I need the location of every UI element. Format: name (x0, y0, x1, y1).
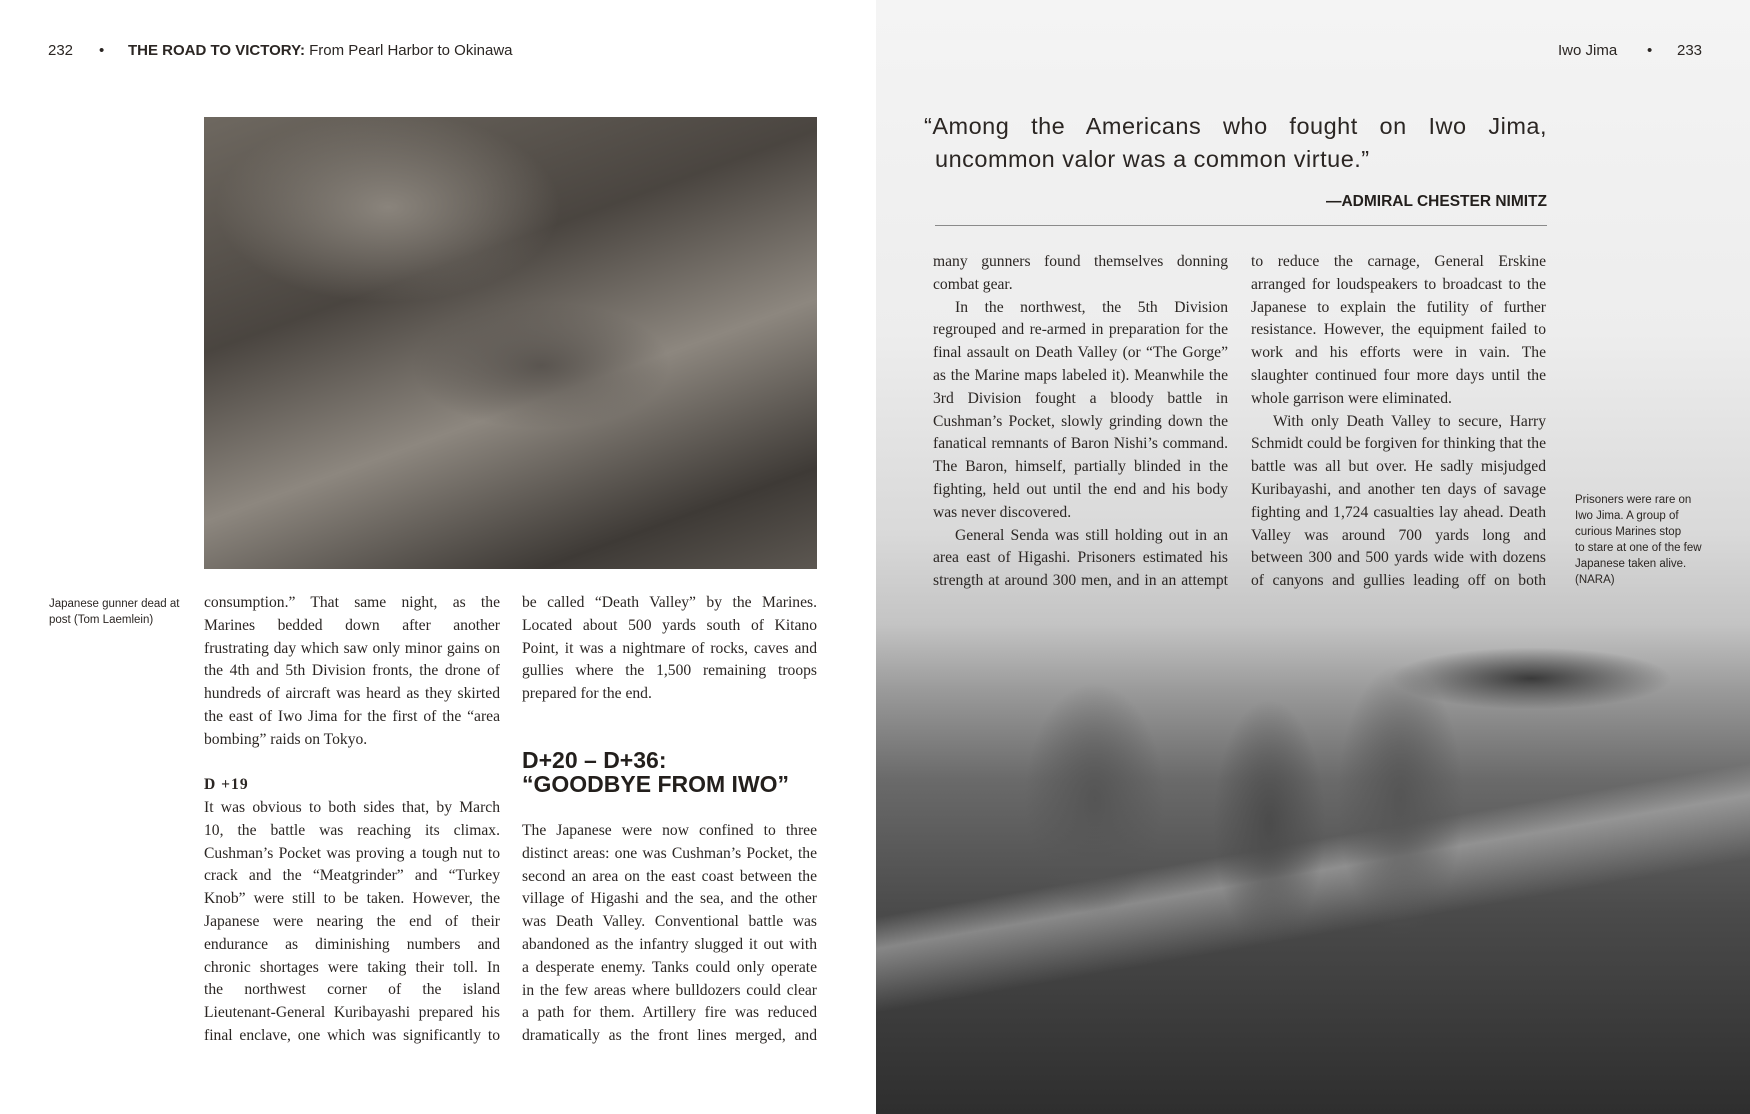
text-line: resistance. However, the equipment failed to (1251, 321, 1546, 339)
heading-line: “GOODBYE FROM IWO” (522, 771, 790, 797)
text-line: regrouped and re-armed in preparation for the (933, 321, 1228, 339)
running-head-left (128, 42, 513, 59)
caption-line: Japanese taken alive. (1575, 558, 1687, 570)
text-line: second an area on the east coast between the (522, 867, 817, 885)
text-line: was Death Valley. Conventional battle was (522, 913, 817, 931)
body-column-1b (204, 797, 500, 1048)
text-line: The Japanese were now confined to three (522, 822, 817, 839)
text-line: combat gear. (933, 275, 1013, 293)
caption-line: post (Tom Laemlein) (49, 614, 154, 626)
text-line: gullies where the 1,500 remaining troops (522, 662, 817, 680)
text-line: a desperate enemy. Tanks could only operate (522, 958, 817, 976)
text-line: Marines bedded down after another (204, 616, 500, 634)
text-line: a path for them. Artillery fire was reduced (522, 1004, 817, 1022)
quote-divider (935, 225, 1547, 226)
text-line: chronic shortages were taking their toll. In (204, 958, 500, 976)
text-line: many gunners found themselves donning (933, 253, 1228, 270)
text-line: fighting, held out until the end and his body (933, 480, 1228, 498)
text-line: Kuribayashi, and another ten days of savage (1251, 480, 1546, 498)
text-line: the northwest corner of the island (204, 981, 500, 999)
text-line: Knob” were still to be taken. However, the (204, 890, 500, 908)
quote-attribution: —ADMIRAL CHESTER NIMITZ (1325, 193, 1547, 210)
text-line: in the few areas where bulldozers could clear (522, 981, 817, 999)
text-line: slaughter continued four more days until the (1251, 366, 1546, 384)
photo-caption-right (1575, 492, 1725, 588)
book-title: THE ROAD TO VICTORY: (128, 42, 305, 59)
text-line: the east of Iwo Jima for the first of the “area (204, 707, 500, 725)
photo-marines-prisoner (876, 630, 1750, 1114)
photo-japanese-gunner (204, 117, 817, 569)
text-line: Point, it was a nightmare of rocks, caves and (522, 639, 817, 657)
section-heading (522, 748, 789, 796)
running-head-right: Iwo Jima (1558, 42, 1618, 59)
text-line: abandoned as the infantry slugged it out with (522, 935, 817, 953)
text-line: bombing” raids on Tokyo. (204, 730, 368, 748)
text-line: crack and the “Meatgrinder” and “Turkey (204, 867, 500, 885)
text-line: area east of Higashi. Prisoners estimated his (933, 549, 1228, 567)
text-line: battle was all but over. He sadly misjudged (1251, 458, 1546, 476)
text-line: hundreds of aircraft was heard as they skirted (204, 685, 500, 703)
text-line: the 4th and 5th Division fronts, the drone of (204, 662, 500, 680)
text-line: prepared for the end. (522, 685, 652, 703)
text-line: village of Higashi and the sea, and the other (522, 890, 817, 908)
text-line: It was obvious to both sides that, by March (204, 799, 500, 816)
caption-line: curious Marines stop (1575, 526, 1682, 538)
text-line: 3rd Division fought a bloody battle in (933, 389, 1228, 407)
text-line: distinct areas: one was Cushman’s Pocket, the (522, 844, 817, 862)
text-line: work and his efforts were in vain. The (1251, 344, 1546, 362)
text-line: of canyons and gullies leading off on both (1251, 572, 1546, 590)
quote-line: “Among the Americans who fought on Iwo Jima, (924, 113, 1547, 139)
caption-line: Japanese gunner dead at (49, 598, 180, 610)
body-column-2 (522, 592, 817, 706)
text-line: fighting and 1,724 casualties lay ahead. Death (1251, 503, 1546, 521)
text-line: In the northwest, the 5th Division (955, 298, 1228, 316)
text-line: Schmidt could be forgiven for thinking that the (1251, 435, 1546, 453)
caption-line: Iwo Jima. A group of (1575, 510, 1679, 522)
text-line: 10, the battle was reaching its climax. (204, 821, 500, 839)
text-line: dramatically as the front lines merged, and (522, 1027, 817, 1045)
text-line: fanatical remnants of Baron Nishi’s command. (933, 435, 1228, 453)
header-bullet: • (99, 42, 105, 59)
text-line: consumption.” That same night, as the (204, 594, 500, 611)
text-line: final assault on Death Valley (or “The Gorge” (933, 344, 1228, 362)
text-line: was never discovered. (933, 503, 1072, 521)
text-line: strength at around 300 men, and in an attempt (933, 572, 1228, 590)
text-line: as the Marine maps labeled it). Meanwhile the (933, 366, 1228, 384)
text-line: between 300 and 500 yards wide with dozens (1251, 549, 1546, 567)
page-number-right: 233 (1677, 42, 1703, 59)
text-line: Japanese to explain the futility of further (1251, 298, 1546, 316)
pull-quote (924, 110, 1547, 176)
body-column-1 (204, 592, 500, 752)
text-line: With only Death Valley to secure, Harry (1273, 412, 1546, 430)
page-number-left: 232 (48, 42, 74, 59)
body-column-3 (933, 251, 1228, 593)
text-line: Cushman’s Pocket, slowly grinding down the (933, 412, 1228, 430)
caption-line: (NARA) (1575, 574, 1615, 586)
text-line: The Baron, himself, partially blinded in the (933, 458, 1228, 476)
body-column-2b (522, 820, 817, 1048)
heading-line: D+20 – D+36: (522, 747, 667, 773)
text-line: General Senda was still holding out in an (955, 526, 1228, 544)
text-line: endurance as diminishing numbers and (204, 935, 500, 953)
text-line: Valley was around 700 yards long and (1251, 526, 1546, 544)
text-line: Lieutenant-General Kuribayashi prepared his (204, 1004, 500, 1022)
caption-line: Prisoners were rare on (1575, 494, 1692, 506)
caption-line: to stare at one of the few (1575, 542, 1702, 554)
text-line: Cushman’s Pocket was proving a tough nut to (204, 844, 500, 862)
text-line: Located about 500 yards south of Kitano (522, 616, 817, 634)
text-line: Japanese were nearing the end of their (204, 912, 500, 930)
right-page (876, 0, 1750, 1114)
book-subtitle: From Pearl Harbor to Okinawa (309, 42, 513, 59)
text-line: to reduce the carnage, General Erskine (1251, 253, 1546, 270)
photo-caption-left (49, 596, 179, 628)
header-bullet: • (1647, 42, 1653, 59)
text-line: whole garrison were eliminated. (1251, 389, 1452, 407)
text-line: final enclave, one which was significantly to (204, 1026, 500, 1044)
text-line: arranged for loudspeakers to broadcast to the (1251, 275, 1546, 293)
body-column-4 (1251, 251, 1546, 593)
subheading-d19: D +19 (204, 776, 249, 793)
quote-line: uncommon valor was a common virtue.” (935, 146, 1370, 172)
text-line: be called “Death Valley” by the Marines. (522, 594, 817, 611)
text-line: frustrating day which saw only minor gains on (204, 639, 500, 657)
